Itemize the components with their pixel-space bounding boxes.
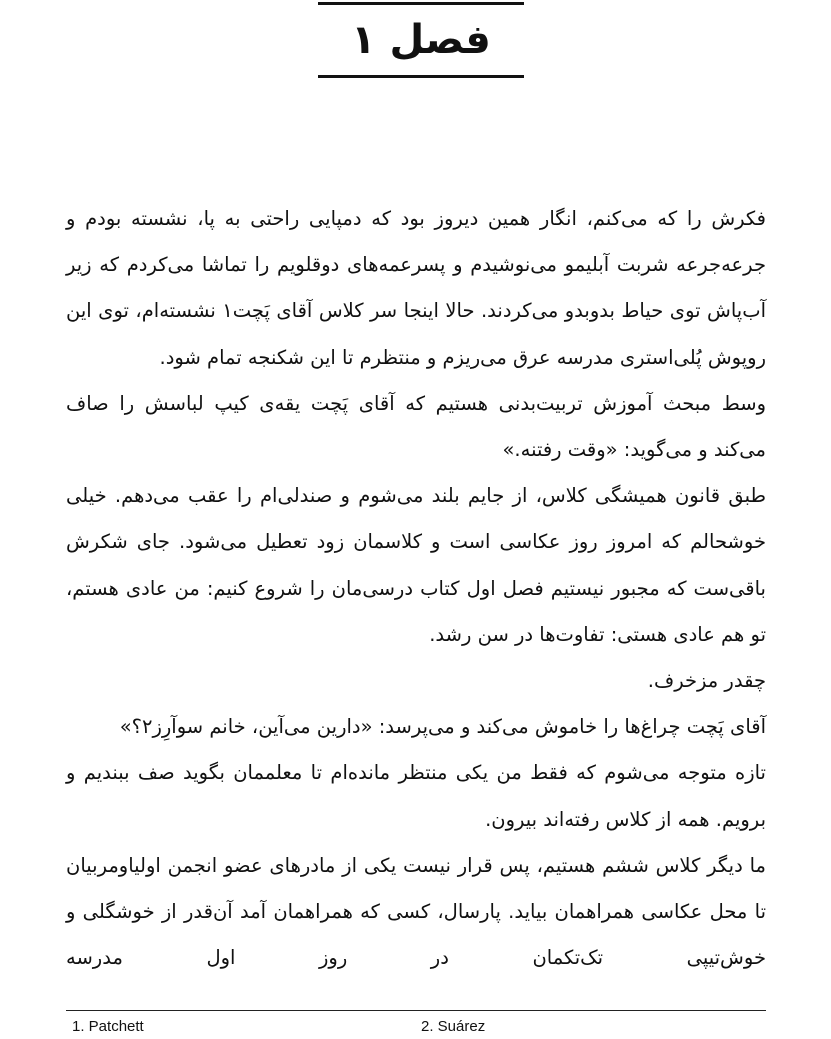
paragraph: چقدر مزخرف.: [647, 669, 766, 693]
chapter-body: [66, 196, 766, 981]
paragraph: ما دیگر کلاس ششم هستیم، پس قرار نیست یکی از مادرهای عضو انجمن اولیاومربیان تا محل عکاسی همراهمان بیاید. پارسال، کسی که همراهمان آمد آن‌قدر از خوشگلی و خوش‌تیپی تک‌تکمان در روز اول مدرسه: [66, 853, 766, 970]
chapter-title: فصل ۱: [351, 17, 491, 63]
paragraph: آقای پَچت چراغ‌ها را خاموش می‌کند و می‌پرسد: «دارین می‌آین، خانم سوآرِز۲؟»: [119, 715, 766, 739]
footnote-1: 1. Patchett: [72, 1018, 144, 1035]
paragraph: فکرش را که می‌کنم، انگار همین دیروز بود که دمپایی راحتی به پا، نشسته بودم و جرعه‌جرعه شربت آبلیمو می‌نوشیدم و پسرعمه‌های دوقلویم را تماشا می‌کردم که زیر آب‌پاش توی حیاط بدوبدو می‌کردند. حالا اینجا سر کلاس آقای پَچت۱ نشسته‌ام، توی این روپوش پُلی‌استری مدرسه عرق می‌ریزم و منتظرم تا این شکنجه تمام شود.: [66, 207, 767, 369]
footnote-2: 2. Suárez: [421, 1018, 486, 1035]
footnote-divider: [66, 1010, 766, 1011]
chapter-heading-box: [318, 2, 524, 78]
paragraph: طبق قانون همیشگی کلاس، از جایم بلند می‌شوم و صندلی‌ام را عقب می‌دهم. خیلی خوشحالم که امروز روز عکاسی است و کلاسمان زود تعطیل می‌شود. جای شکرش باقی‌ست که مجبور نیستیم فصل اول کتاب درسی‌مان را شروع کنیم: من عادی هستم، تو هم عادی هستی: تفاوت‌ها در سن رشد.: [66, 484, 766, 646]
paragraph: وسط مبحث آموزش تربیت‌بدنی هستیم که آقای پَچت یقه‌ی کیپ لباسش را صاف می‌کند و می‌گوید: «وقت رفتنه.»: [66, 391, 766, 462]
paragraph: تازه متوجه می‌شوم که فقط من یکی منتظر مانده‌ام تا معلممان بگوید صف ببندیم و برویم. همه از کلاس رفته‌اند بیرون.: [66, 761, 766, 831]
